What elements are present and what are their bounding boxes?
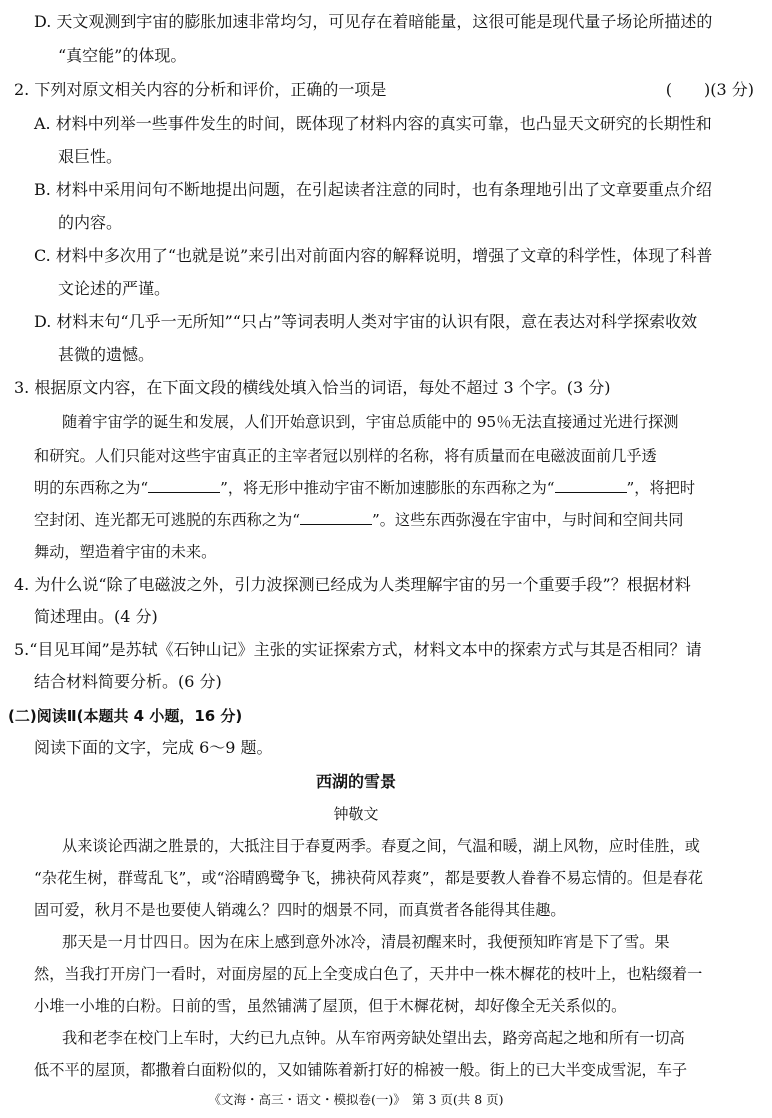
essay-p1-line-3: 固可爱，秋月不是也要使人销魂么？四时的烟景不同，而真赏者各能得其佳趣。: [34, 901, 566, 919]
q2-option-b-line-1: B. 材料中采用问句不断地提出问题，在引起读者注意的同时，也有条理地引出了文章要重点介绍: [34, 180, 712, 199]
q2-option-b-line-2: 的内容。: [58, 213, 123, 232]
essay-title: 西湖的雪景: [315, 772, 396, 791]
question-2-score: ( )(3 分): [665, 80, 754, 99]
option-d-line-2: “真空能”的体现。: [58, 46, 187, 65]
essay-p1-line-1: 从来谈论西湖之胜景的，大抵注目于春夏两季。春夏之间，气温和暖，湖上风物，应时佳胜，或: [62, 837, 700, 855]
q2-option-c-line-2: 文论述的严谨。: [58, 279, 171, 298]
q3-passage-line-1: 随着宇宙学的诞生和发展，人们开始意识到，宇宙总质能中的 95％无法直接通过光进行探测: [62, 413, 679, 431]
essay-author: 钟敬文: [333, 805, 379, 823]
q2-option-d-line-2: 甚微的遗憾。: [58, 345, 155, 364]
q2-option-a-line-2: 艰巨性。: [58, 147, 123, 166]
essay-p1-line-2: “杂花生树，群莺乱飞”，或“浴晴鸥鹭争飞，拂袂荷风荐爽”，都是要教人眷眷不易忘情的。但是春花: [34, 869, 703, 887]
answer-blank-3[interactable]: [300, 510, 372, 525]
question-3: 3. 根据原文内容，在下面文段的横线处填入恰当的词语，每处不超过 3 个字。(3 分): [14, 378, 611, 397]
question-5-line-2: 结合材料简要分析。(6 分): [34, 672, 222, 691]
q3-passage-line-4: 空封闭、连光都无可逃脱的东西称之为“ ”。这些东西弥漫在宇宙中，与时间和空间共同: [34, 511, 684, 529]
option-d-line-1: D. 天文观测到宇宙的膨胀加速非常均匀，可见存在着暗能量，这很可能是现代量子场论所描述的: [34, 12, 713, 31]
question-4-line-2: 简述理由。(4 分): [34, 607, 158, 626]
q2-option-a-line-1: A. 材料中列举一些事件发生的时间，既体现了材料内容的真实可靠，也凸显天文研究的长期性和: [34, 114, 712, 133]
question-4-line-1: 4. 为什么说“除了电磁波之外，引力波探测已经成为人类理解宇宙的另一个重要手段”？根据材料: [14, 575, 691, 594]
section-instruction: 阅读下面的文字，完成 6～9 题。: [34, 738, 273, 757]
section-heading: (二)阅读Ⅱ(本题共 4 小题，16 分): [8, 707, 243, 725]
answer-blank-1[interactable]: [148, 478, 220, 493]
page-footer: 《文海・高三・语文・模拟卷(一)》 第 3 页(共 8 页): [208, 1092, 504, 1107]
essay-p2-line-1: 那天是一月廿四日。因为在床上感到意外冰冷，清晨初醒来时，我便预知昨宵是下了雪。果: [62, 933, 670, 951]
essay-p3-line-2: 低不平的屋顶，都撒着白面粉似的，又如铺陈着新打好的棉被一般。街上的已大半变成雪泥，车子: [34, 1061, 688, 1079]
q3-passage-line-2: 和研究。人们只能对这些宇宙真正的主宰者冠以别样的名称，将有质量而在电磁波面前几乎透: [34, 447, 657, 465]
essay-p3-line-1: 我和老李在校门上车时，大约已九点钟。从车帘两旁缺处望出去，路旁高起之地和所有一切高: [62, 1029, 685, 1047]
question-2: 2. 下列对原文相关内容的分析和评价，正确的一项是: [14, 80, 387, 99]
essay-p2-line-3: 小堆一小堆的白粉。日前的雪，虽然铺满了屋顶，但于木樨花树，却好像全无关系似的。: [34, 997, 627, 1015]
essay-p2-line-2: 然，当我打开房门一看时，对面房屋的瓦上全变成白色了，天井中一株木樨花的枝叶上，也粘缀着一: [34, 965, 703, 983]
question-5-line-1: 5.“目见耳闻”是苏轼《石钟山记》主张的实证探索方式，材料文本中的探索方式与其是否相同？请: [14, 640, 702, 659]
answer-blank-2[interactable]: [555, 478, 627, 493]
q3-passage-line-5: 舞动，塑造着宇宙的未来。: [34, 543, 217, 561]
q3-passage-line-3: 明的东西称之为“ ”，将无形中推动宇宙不断加速膨胀的东西称之为“ ”，将把时: [34, 479, 696, 497]
q2-option-c-line-1: C. 材料中多次用了“也就是说”来引出对前面内容的解释说明，增强了文章的科学性，体现了科普: [34, 246, 713, 265]
q2-option-d-line-1: D. 材料末句“几乎一无所知”“只占”等词表明人类对宇宙的认识有限，意在表达对科学探索收效: [34, 312, 698, 331]
